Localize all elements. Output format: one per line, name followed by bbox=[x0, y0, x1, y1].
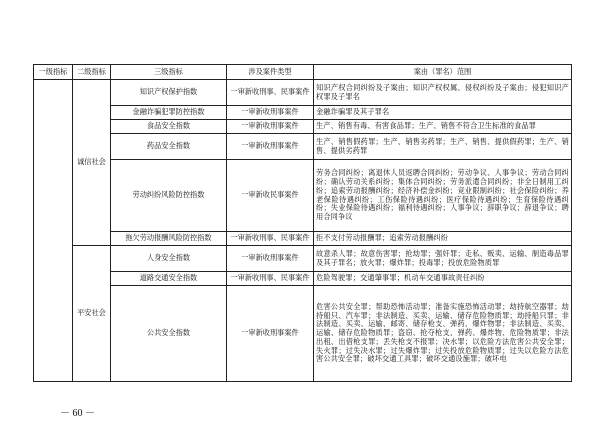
case-type-cell: 一审新收刑事案件 bbox=[227, 286, 314, 382]
reason-cell: 拒不支付劳动报酬罪；追索劳动报酬纠纷 bbox=[314, 232, 572, 246]
level3-cell: 道路交通安全指数 bbox=[111, 272, 227, 286]
case-type-cell: 一审新收刑事、民事案件 bbox=[227, 80, 314, 106]
reason-cell: 金融诈骗罪及其子罪名 bbox=[314, 106, 572, 120]
level3-cell: 拖欠劳动报酬风险防控指数 bbox=[111, 232, 227, 246]
page-number: － 60 － bbox=[60, 408, 95, 419]
level2-cell: 诚信社会 bbox=[73, 80, 111, 246]
table-row bbox=[34, 246, 572, 272]
reason-cell: 生产、销售假药罪；生产、销售劣药罪；生产、销售、提供假药罪；生产、销售、提供劣药罪 bbox=[314, 134, 572, 160]
case-type-cell: 一审新收刑事、民事案件 bbox=[227, 232, 314, 246]
reason-cell: 知识产权合同纠纷及子案由；知识产权权属、侵权纠纷及子案由；侵犯知识产权罪及子罪名 bbox=[314, 80, 572, 106]
level1-cell bbox=[34, 80, 73, 382]
reason-cell: 生产、销售有毒、有害食品罪；生产、销售不符合卫生标准的食品罪 bbox=[314, 120, 572, 134]
table-row bbox=[34, 160, 572, 232]
table-row bbox=[34, 120, 572, 134]
case-type-cell: 一审新收刑事案件 bbox=[227, 246, 314, 272]
table-row bbox=[34, 80, 572, 106]
index-table bbox=[33, 64, 572, 382]
case-type-cell: 一审新收刑事、民事案件 bbox=[227, 272, 314, 286]
table-row bbox=[34, 286, 572, 382]
reason-cell: 故意杀人罪；故意伤害罪；抢劫罪；强奸罪；走私、贩卖、运输、制造毒品罪及其子罪名；放火罪；爆炸罪；投毒罪；投放危险物质罪 bbox=[314, 246, 572, 272]
level3-cell: 食品安全指数 bbox=[111, 120, 227, 134]
level3-cell: 药品安全指数 bbox=[111, 134, 227, 160]
table-row bbox=[34, 232, 572, 246]
case-type-cell: 一审新收民事案件 bbox=[227, 160, 314, 232]
level3-cell: 劳动纠纷风险防控指数 bbox=[111, 160, 227, 232]
level3-cell: 知识产权保护指数 bbox=[111, 80, 227, 106]
table-row bbox=[34, 134, 572, 160]
header-level2: 二级指标 bbox=[73, 65, 111, 80]
level2-cell: 平安社会 bbox=[73, 246, 111, 382]
header-level3: 三级指标 bbox=[111, 65, 227, 80]
level3-cell: 公共安全指数 bbox=[111, 286, 227, 382]
header-level1: 一级指标 bbox=[34, 65, 73, 80]
case-type-cell: 一审新收刑事案件 bbox=[227, 106, 314, 120]
header-case-type: 涉及案件类型 bbox=[227, 65, 314, 80]
case-type-cell: 一审新收刑事案件 bbox=[227, 120, 314, 134]
level3-cell: 人身安全指数 bbox=[111, 246, 227, 272]
header-reason: 案由（罪名）范围 bbox=[314, 65, 572, 80]
level3-cell: 金融诈骗犯罪防控指数 bbox=[111, 106, 227, 120]
reason-cell: 危害公共安全罪；帮助恐怖活动罪；准备实施恐怖活动罪；劫持航空器罪；劫持船只、汽车罪；非法制造、买卖、运输、储存危险物质罪；劫持船只罪；非法制造、买卖、运输、邮寄、储存枪支、弹药、爆炸物罪；非法制造、买卖、运输、储存危险物质罪；盗窃、抢夺枪支、弹药、爆炸物、危险物质罪；非法出租、出借枪支罪；丢失枪支不报罪；决水罪；以危险方法危害公共安全罪；失火罪；过失决水罪；过失爆炸罪；过失投放危险物质罪；过失以危险方法危害公共安全罪；破坏交通工具罪；破坏交通设施罪；破坏电 bbox=[314, 286, 572, 382]
table-header-row bbox=[34, 65, 572, 80]
table-row bbox=[34, 106, 572, 120]
reason-cell: 劳务合同纠纷；离退休人员返聘合同纠纷；劳动争议、人事争议；劳动合同纠纷；确认劳动关系纠纷；集体合同纠纷；劳务派遣合同纠纷；非全日制用工纠纷；追索劳动报酬纠纷；经济补偿金纠纷；竞业限制纠纷；社会保险纠纷；养老保险待遇纠纷；工伤保险待遇纠纷；医疗保险待遇纠纷；生育保险待遇纠纷；失业保险待遇纠纷；福利待遇纠纷；人事争议；辞职争议；辞退争议；聘用合同争议 bbox=[314, 160, 572, 232]
table-row bbox=[34, 272, 572, 286]
reason-cell: 危险驾驶罪；交通肇事罪；机动车交通事故责任纠纷 bbox=[314, 272, 572, 286]
case-type-cell: 一审新收刑事案件 bbox=[227, 134, 314, 160]
